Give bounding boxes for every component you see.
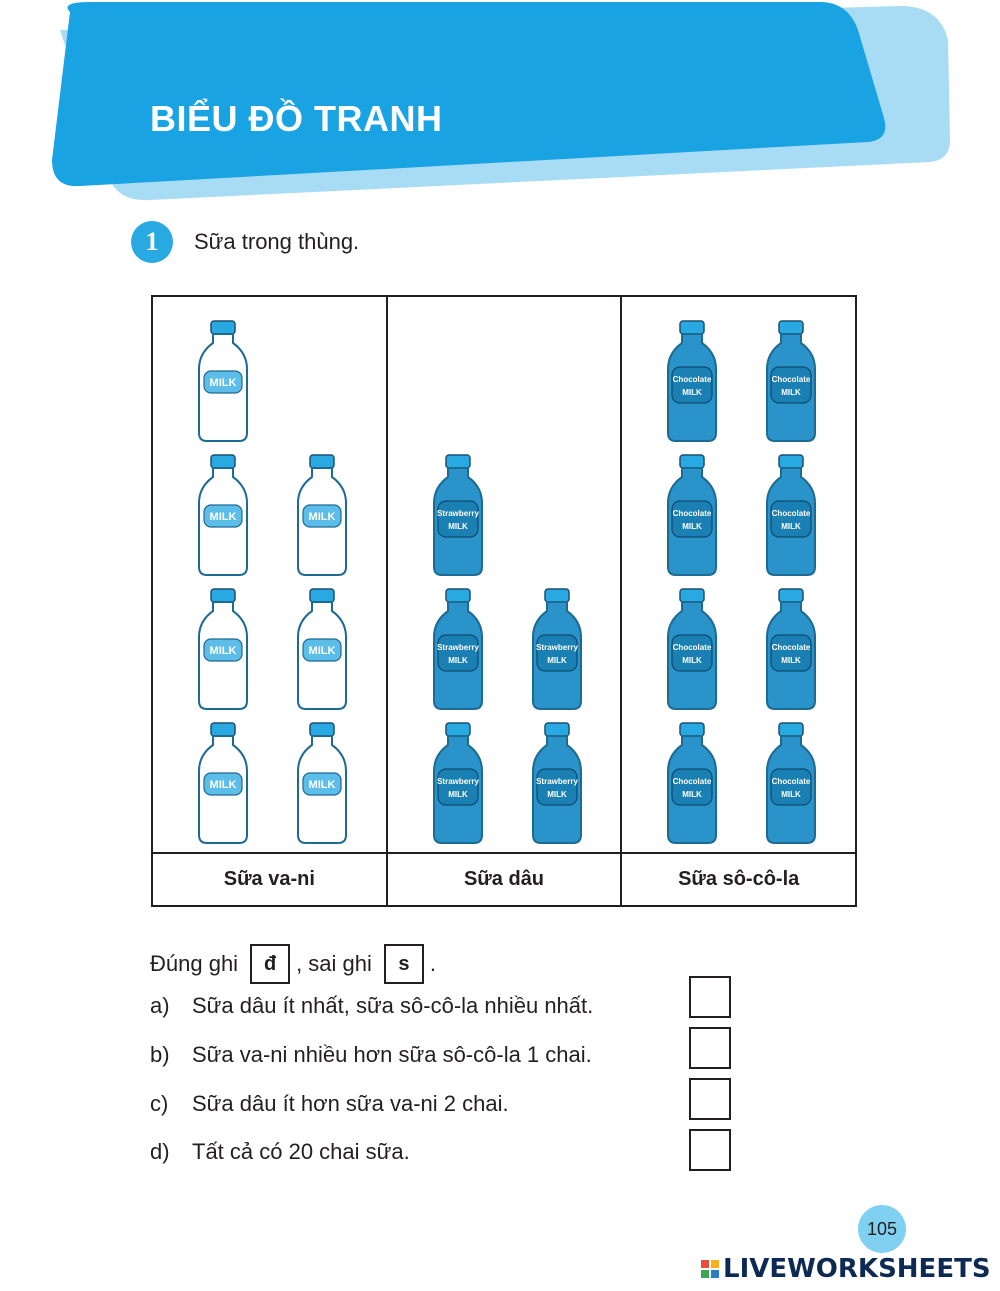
page-title: BIỂU ĐỒ TRANH: [150, 98, 443, 139]
vanilla-milk-bottle-icon: [197, 721, 249, 845]
false-mark-box: s: [384, 944, 424, 984]
picture-chart: [151, 295, 857, 907]
chocolate-milk-bottle-icon: [765, 721, 817, 845]
bottle-label-text: MILK: [781, 522, 802, 531]
chocolate-milk-bottle-icon: [765, 587, 817, 711]
statement-c: [150, 1091, 509, 1117]
statement-text: Sữa va-ni nhiều hơn sữa sô-cô-la 1 chai.: [192, 1042, 592, 1067]
bottle-label-text: MILK: [447, 656, 468, 665]
chocolate-milk-bottle-icon: [666, 721, 718, 845]
bottle-label-text: MILK: [209, 645, 237, 657]
statement-d: [150, 1139, 410, 1165]
category-label-strawberry: Sữa dâu: [463, 868, 545, 890]
bottle-label-text: MILK: [682, 522, 703, 531]
strawberry-milk-bottle-icon: [432, 721, 484, 845]
bottle-label-text: Chocolate: [673, 375, 712, 384]
strawberry-milk-bottle-icon: [531, 587, 583, 711]
bottle-label-text: MILK: [546, 790, 567, 799]
bottle-label-text: Chocolate: [673, 643, 712, 652]
bottle-label-text: Chocolate: [673, 509, 712, 518]
bottle-label-text: Chocolate: [673, 777, 712, 786]
bottle-label-text: MILK: [209, 779, 237, 791]
statement-letter: d): [150, 1139, 170, 1164]
statement-text: Sữa dâu ít nhất, sữa sô-cô-la nhiều nhất.: [192, 993, 594, 1018]
bottle-label-text: MILK: [781, 656, 802, 665]
chocolate-milk-bottle-icon: [765, 453, 817, 577]
bottle-label-text: MILK: [781, 790, 802, 799]
brand-name: LIVEWORKSHEETS: [723, 1254, 991, 1284]
answer-box-a[interactable]: [689, 976, 731, 1018]
bottle-label-text: Chocolate: [772, 509, 811, 518]
true-mark-box: đ: [250, 944, 290, 984]
strawberry-milk-bottle-icon: [432, 453, 484, 577]
chocolate-milk-bottle-icon: [666, 587, 718, 711]
vanilla-milk-bottle-icon: [296, 587, 348, 711]
bottle-label-text: MILK: [308, 779, 336, 791]
bottle-label-text: Strawberry: [436, 777, 479, 786]
bottle-label-text: Chocolate: [772, 375, 811, 384]
statement-letter: c): [150, 1091, 169, 1116]
liveworksheets-icon: [700, 1259, 720, 1279]
vanilla-milk-bottle-icon: [296, 453, 348, 577]
vanilla-bottles: [153, 297, 386, 854]
chocolate-milk-bottle-icon: [666, 453, 718, 577]
bottle-label-text: MILK: [447, 790, 468, 799]
bottle-label-text: MILK: [209, 377, 237, 389]
statement-letter: a): [150, 993, 170, 1018]
instruction-middle: , sai ghi: [296, 951, 372, 976]
page-number: 105: [858, 1205, 906, 1253]
strawberry-milk-bottle-icon: [531, 721, 583, 845]
answer-box-b[interactable]: [689, 1027, 731, 1069]
question-number: 1: [131, 221, 173, 263]
statement-a: [150, 993, 593, 1019]
category-label-chocolate: Sữa sô-cô-la: [678, 868, 800, 890]
bottle-label-text: Chocolate: [772, 643, 811, 652]
bottle-label-text: Strawberry: [436, 509, 479, 518]
bottle-label-text: MILK: [447, 522, 468, 531]
chocolate-milk-bottle-icon: [666, 319, 718, 443]
statement-text: Tất cả có 20 chai sữa.: [192, 1139, 410, 1164]
bottle-label-text: MILK: [308, 511, 336, 523]
column-chocolate: [622, 297, 855, 905]
column-vanilla: [153, 297, 388, 905]
bottle-label-text: Strawberry: [535, 777, 578, 786]
answer-box-c[interactable]: [689, 1078, 731, 1120]
liveworksheets-logo: [700, 1254, 991, 1284]
category-label-vanilla: Sữa va-ni: [223, 868, 315, 890]
question-text: Sữa trong thùng.: [194, 229, 360, 254]
statement-letter: b): [150, 1042, 170, 1067]
vanilla-milk-bottle-icon: [197, 587, 249, 711]
instruction-line: [150, 944, 436, 984]
bottle-label-text: MILK: [682, 790, 703, 799]
strawberry-bottles: [388, 297, 621, 854]
bottle-label-text: Strawberry: [436, 643, 479, 652]
strawberry-milk-bottle-icon: [432, 587, 484, 711]
answer-box-d[interactable]: [689, 1129, 731, 1171]
column-strawberry: [388, 297, 623, 905]
statement-text: Sữa dâu ít hơn sữa va-ni 2 chai.: [192, 1091, 509, 1116]
bottle-label-text: Chocolate: [772, 777, 811, 786]
chocolate-bottles: [622, 297, 855, 854]
vanilla-milk-bottle-icon: [197, 319, 249, 443]
bottle-label-text: MILK: [546, 656, 567, 665]
bottle-label-text: MILK: [682, 656, 703, 665]
vanilla-milk-bottle-icon: [197, 453, 249, 577]
vanilla-milk-bottle-icon: [296, 721, 348, 845]
bottle-label-text: MILK: [209, 511, 237, 523]
bottle-label-text: Strawberry: [535, 643, 578, 652]
instruction-prefix: Đúng ghi: [150, 951, 239, 976]
bottle-label-text: MILK: [781, 388, 802, 397]
instruction-suffix: .: [429, 951, 437, 976]
bottle-label-text: MILK: [308, 645, 336, 657]
bottle-label-text: MILK: [682, 388, 703, 397]
statement-b: [150, 1042, 592, 1068]
chocolate-milk-bottle-icon: [765, 319, 817, 443]
